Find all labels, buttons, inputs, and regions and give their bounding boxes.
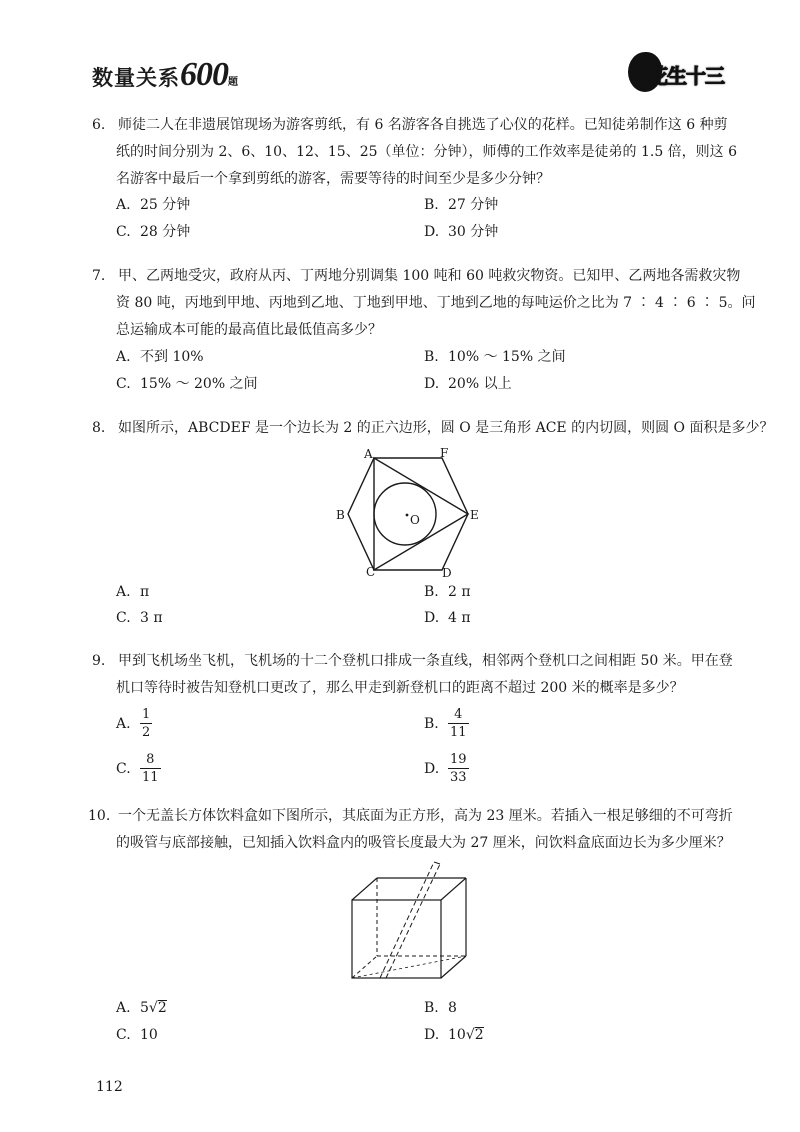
book-title: 数量关系 — [92, 66, 180, 90]
box-figure — [344, 858, 474, 988]
book-title-suffix: 题 — [228, 77, 238, 88]
question-number: 6. — [92, 117, 106, 133]
option-b[interactable]: B. 8 — [424, 1000, 457, 1016]
hexagon-figure — [330, 444, 490, 580]
question-text-line: 总运输成本可能的最高值比最低值高多少？ — [116, 322, 382, 338]
label-b: B — [336, 508, 345, 522]
radical-expression: 5√2 — [140, 1000, 167, 1016]
label-a: A — [364, 447, 373, 461]
question-text-line: 甲、乙两地受灾，政府从丙、丁两地分别调集 100 吨和 60 吨救灾物资。已知甲、乙两地各需救灾物 — [118, 268, 741, 284]
question-8 — [92, 415, 774, 442]
question-text-line: 资 80 吨，丙地到甲地、丙地到乙地、丁地到甲地、丁地到乙地的每吨运价之比为 7 ∶ 4 ∶ 6 ∶ 5。问 — [116, 295, 756, 311]
option-d[interactable]: D. 20% 以上 — [424, 376, 512, 392]
radical-expression: 10√2 — [448, 1027, 484, 1043]
brand-logo — [628, 52, 724, 92]
question-text-line: 如图所示，ABCDEF 是一个边长为 2 的正六边形，圆 O 是三角形 ACE 的内切圆，则圆 O 面积是多少？ — [118, 420, 774, 436]
page-number: 112 — [96, 1079, 123, 1095]
option-c[interactable]: C. 10 — [116, 1027, 158, 1043]
question-text-line: 一个无盖长方体饮料盒如下图所示，其底面为正方形，高为 23 厘米。若插入一根足够细的不可弯折 — [118, 808, 733, 824]
label-c: C — [366, 565, 376, 579]
label-e: E — [470, 508, 479, 522]
option-b[interactable]: B. 27 分钟 — [424, 197, 499, 213]
option-b[interactable]: B. 2 π — [424, 584, 471, 600]
question-text-line: 名游客中最后一个拿到剪纸的游客，需要等待的时间至少是多少分钟？ — [116, 171, 550, 187]
book-number: 600 — [180, 56, 228, 93]
option-a[interactable]: A. 25 分钟 — [116, 197, 191, 213]
option-c[interactable]: C. 15% ～ 20% 之间 — [116, 376, 258, 392]
question-6 — [92, 112, 738, 193]
question-text-line: 的吸管与底部接触，已知插入饮料盒内的吸管长度最大为 27 厘米，问饮料盒底面边长为多少厘米？ — [116, 835, 731, 851]
question-number: 9. — [92, 653, 106, 669]
option-b[interactable]: B. $\frac{4}{11}$ — [424, 707, 467, 740]
option-c[interactable]: C. 3 π — [116, 610, 163, 626]
question-7 — [92, 263, 756, 344]
option-a[interactable]: A. 5√2 — [116, 1000, 167, 1016]
label-f: F — [440, 446, 449, 460]
option-d[interactable]: D. 4 π — [424, 610, 471, 626]
option-d[interactable]: D. $\frac{19}{33}$ — [424, 752, 467, 785]
option-c[interactable]: C. $\frac{8}{11}$ — [116, 752, 159, 785]
option-c[interactable]: C. 28 分钟 — [116, 224, 191, 240]
option-d[interactable]: D. 10√2 — [424, 1027, 484, 1043]
question-number: 8. — [92, 420, 106, 436]
logo-text: 花生十三 — [648, 64, 724, 88]
center-point — [406, 514, 409, 517]
label-o: O — [410, 513, 420, 527]
question-text-line: 机口等待时被告知登机口更改了，那么甲走到新登机口的距离不超过 200 米的概率是多少？ — [116, 680, 684, 696]
hexagon — [348, 458, 468, 570]
option-d[interactable]: D. 30 分钟 — [424, 224, 499, 240]
question-text-line: 师徒二人在非遗展馆现场为游客剪纸，有 6 名游客各自挑选了心仪的花样。已知徒弟制作这 6 种剪 — [118, 117, 728, 133]
fraction: $\frac{19}{33}$ — [450, 752, 467, 785]
question-number: 7. — [92, 268, 106, 284]
fraction: $\frac{1}{2}$ — [142, 707, 151, 740]
question-text-line: 纸的时间分别为 2、6、10、12、15、25（单位：分钟），师傅的工作效率是徒弟的 1.5 倍，则这 6 — [116, 144, 738, 160]
question-number: 10. — [88, 808, 111, 824]
option-a[interactable]: A. 不到 10% — [116, 349, 204, 365]
option-a[interactable]: A. π — [116, 584, 150, 600]
fraction: $\frac{4}{11}$ — [450, 707, 467, 740]
question-10 — [88, 803, 733, 857]
label-d: D — [442, 566, 452, 580]
fraction: $\frac{8}{11}$ — [142, 752, 159, 785]
question-text-line: 甲到飞机场坐飞机，飞机场的十二个登机口排成一条直线，相邻两个登机口之间相距 50 米。甲在登 — [118, 653, 733, 669]
option-a[interactable]: A. $\frac{1}{2}$ — [116, 707, 151, 740]
book-header — [92, 56, 238, 96]
triangle-ace — [374, 458, 468, 570]
incircle-o — [374, 483, 436, 545]
question-9 — [92, 648, 732, 702]
option-b[interactable]: B. 10% ～ 15% 之间 — [424, 349, 566, 365]
